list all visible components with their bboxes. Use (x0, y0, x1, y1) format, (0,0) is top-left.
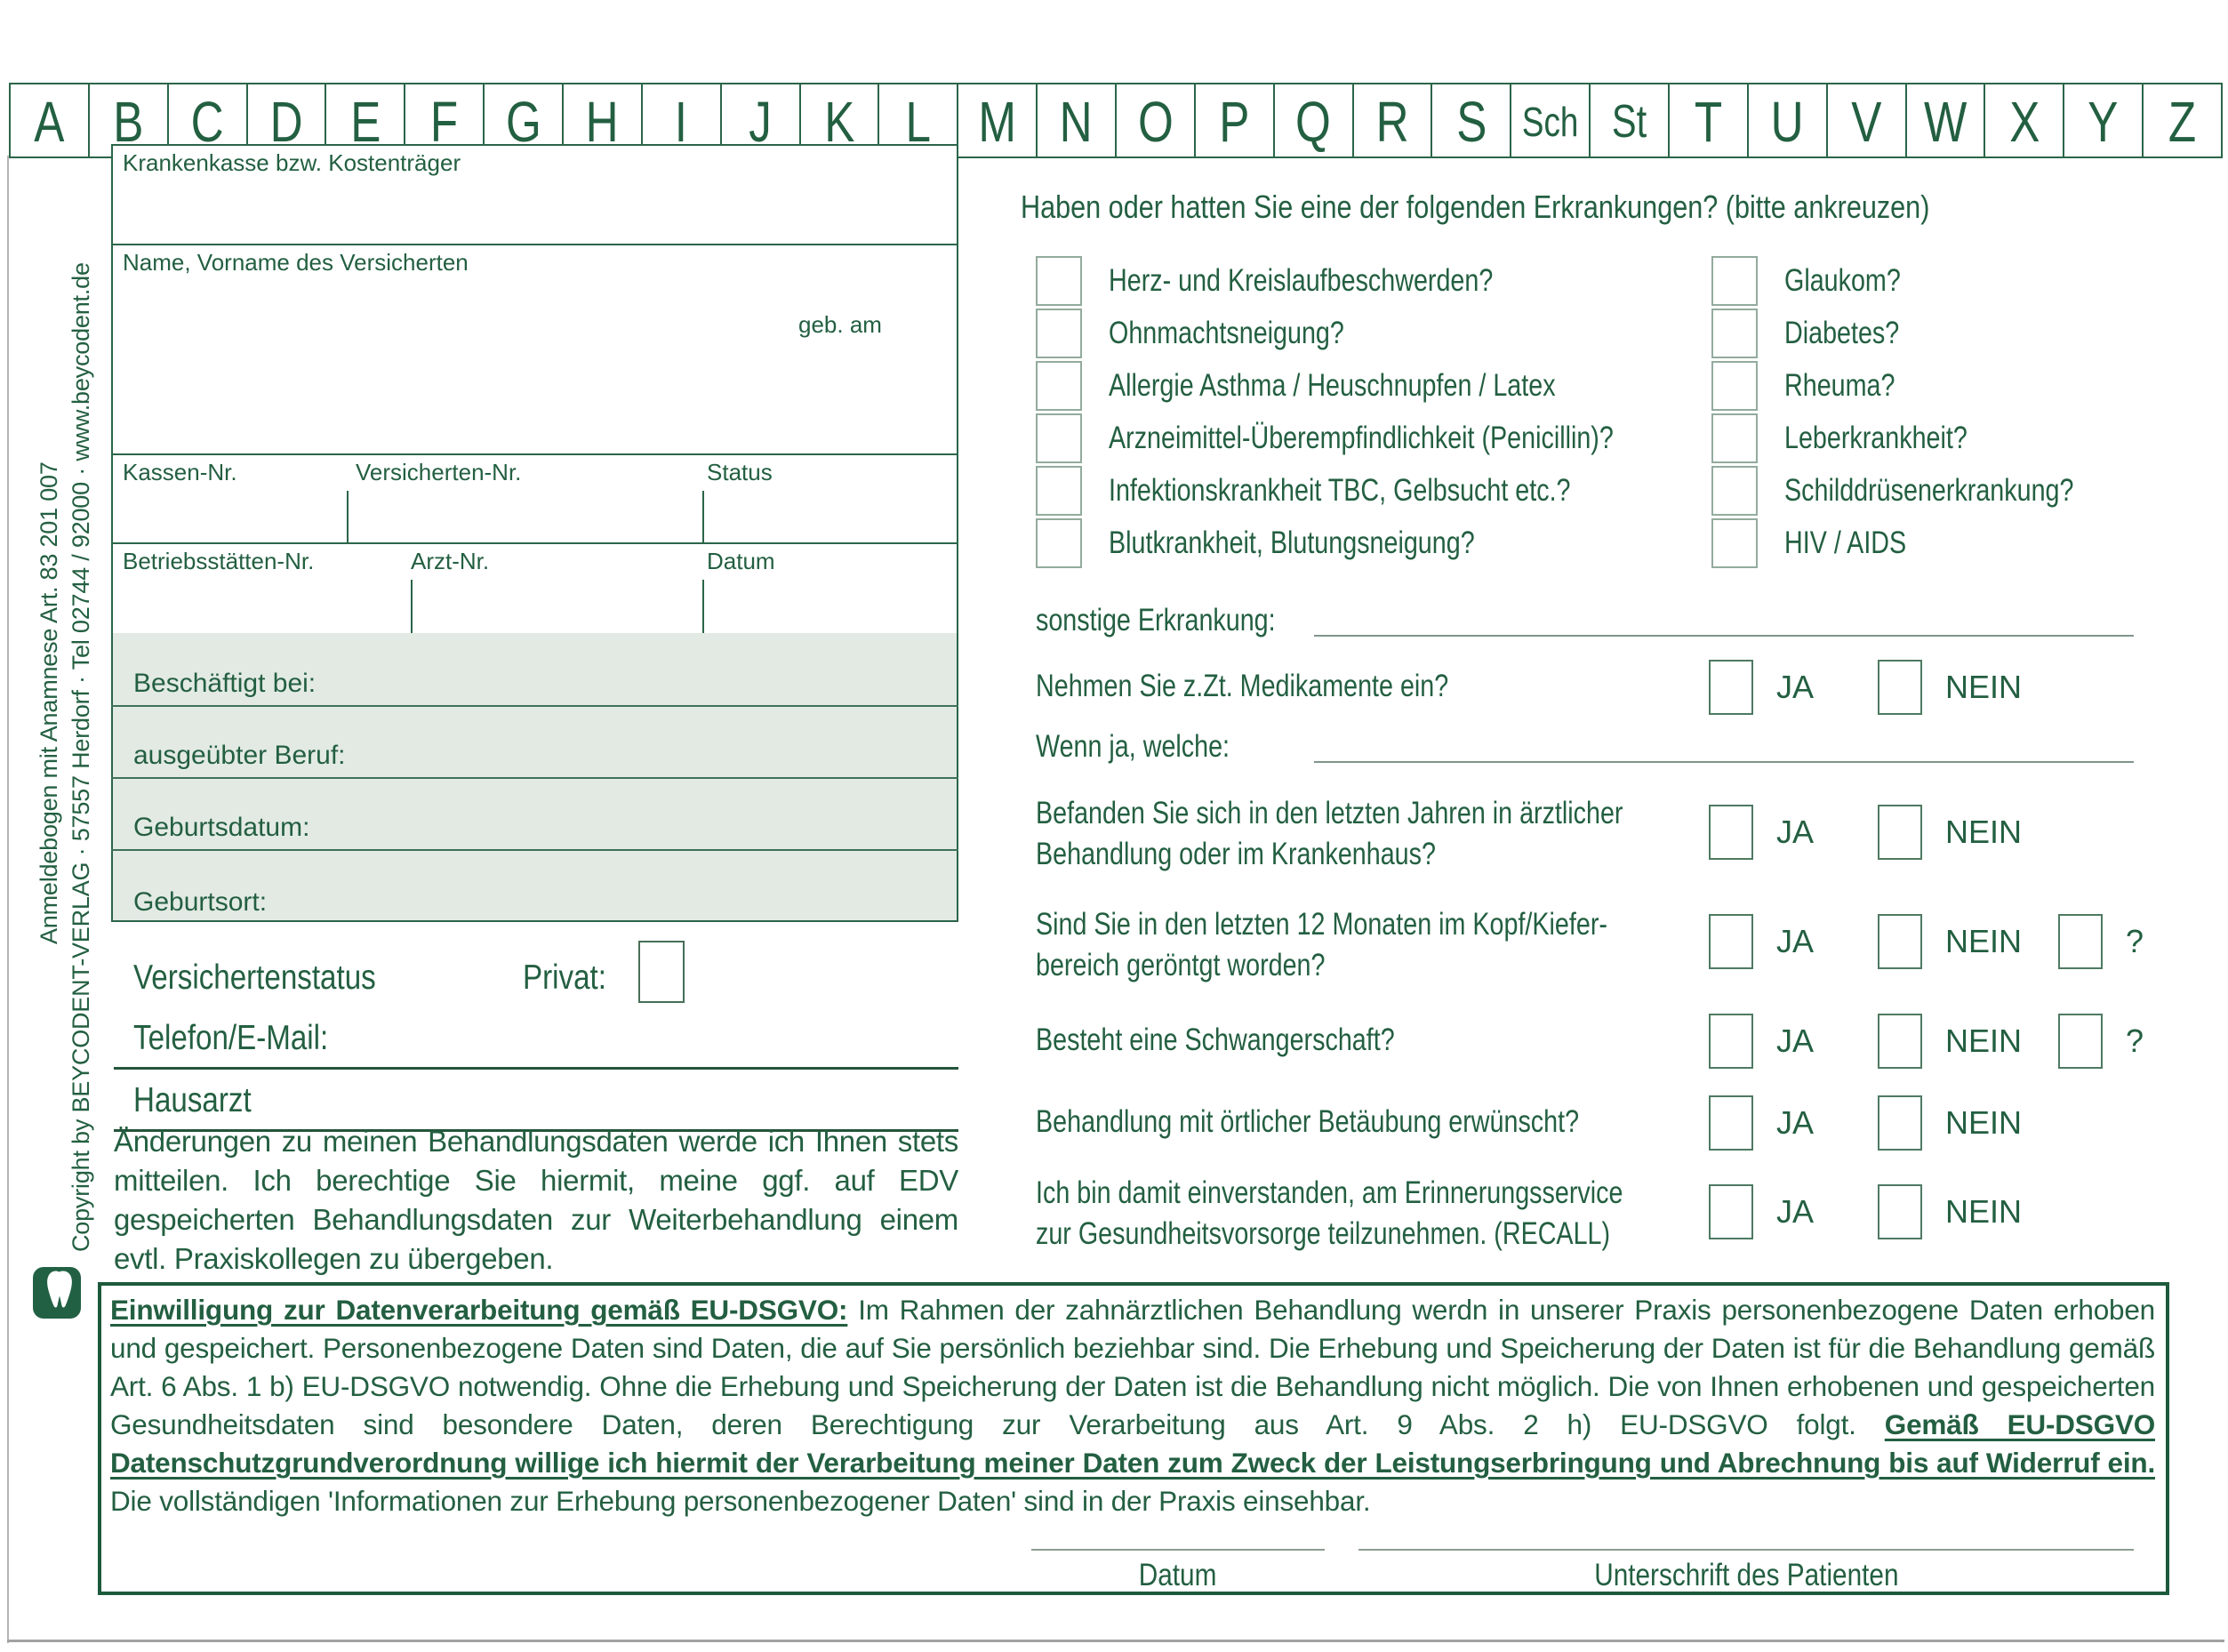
disease-label: Blutkrankheit, Blutungsneigung? (1109, 525, 1475, 560)
nein-label: NEIN (1945, 669, 2023, 705)
alphabet-tab-label: J (749, 89, 772, 154)
disease-label: Rheuma? (1784, 368, 1895, 403)
alphabet-tab-x[interactable] (1985, 84, 2064, 158)
alphabet-tab-label: R (1375, 89, 1409, 154)
alphabet-tab-label: X (2008, 89, 2040, 154)
disease-label: Ohnmachtsneigung? (1109, 316, 1344, 350)
ohnmachtsneigung-checkbox[interactable] (1036, 309, 1082, 358)
status-label: Status (707, 459, 773, 485)
behandlung-nein-checkbox[interactable] (1878, 805, 1922, 860)
alphabet-tab-label: M (978, 89, 1017, 154)
disease-label: Leberkrankheit? (1784, 421, 1968, 455)
alphabet-tab-label: L (905, 89, 932, 154)
page-edge-left (7, 156, 9, 1643)
alphabet-tab-u[interactable] (1749, 84, 1828, 158)
alphabet-tab-r[interactable] (1354, 84, 1433, 158)
privat-label: Privat: (523, 958, 606, 997)
alphabet-tab-sch[interactable] (1511, 84, 1591, 158)
alphabet-tab-label: I (675, 89, 688, 154)
behandlung-nein (1878, 805, 2022, 860)
disease-row-allergie (1036, 361, 1654, 411)
shaded-divider-2 (111, 777, 958, 779)
roentgen-unknown-checkbox[interactable] (2058, 914, 2103, 969)
alphabet-tab-y[interactable] (2064, 84, 2144, 158)
dsgvo-heading: Einwilligung zur Datenverarbeitung gemäß EU-DSGVO: (110, 1294, 848, 1326)
leberkrankheit-checkbox[interactable] (1711, 413, 1758, 463)
schwangerschaft-ja (1709, 1014, 1814, 1069)
unknown-label: ? (2126, 1022, 2144, 1059)
side-copyright: Copyright by BEYCODENT-VERLAG · 57557 Herdorf · Tel 02744 / 92000 · www.beycodent.de (68, 262, 94, 1252)
wenn-ja-input-line[interactable] (1314, 761, 2134, 763)
kassen-nr-label: Kassen-Nr. (123, 459, 237, 485)
alphabet-tab-label: T (1694, 89, 1723, 154)
arzt-nr-label: Arzt-Nr. (411, 548, 490, 574)
alphabet-tab-label: S (1455, 89, 1487, 154)
alphabet-bar-bottom-left (9, 156, 111, 158)
card-tick-1 (347, 491, 349, 542)
alphabet-tab-label: U (1770, 89, 1804, 154)
geb-am-label: geb. am (798, 311, 882, 338)
side-article-number: Anmeldebogen mit Anamnese Art. 83 201 007 (36, 461, 62, 944)
hausarzt-label: Hausarzt (133, 1081, 252, 1119)
recall-nein (1878, 1184, 2022, 1239)
beycodent-tooth-logo-icon (32, 1266, 82, 1319)
roentgen-nein-checkbox[interactable] (1878, 914, 1922, 969)
alphabet-tab-label: V (1851, 89, 1882, 154)
datum-signature-line[interactable] (1031, 1549, 1325, 1551)
disease-row-hiv (1711, 518, 1933, 568)
medikamente-nein-checkbox[interactable] (1878, 660, 1922, 715)
disease-label: Herz- und Kreislaufbeschwerden? (1109, 263, 1494, 298)
unterschrift-signature-label: Unterschrift des Patienten (1593, 1558, 1899, 1592)
ja-label: JA (1776, 923, 1815, 959)
recall-nein-checkbox[interactable] (1878, 1184, 1922, 1239)
disease-label: Glaukom? (1784, 263, 1901, 298)
schwangerschaft-unknown (2058, 1014, 2144, 1069)
alphabet-tab-q[interactable] (1275, 84, 1354, 158)
alphabet-tab-label: St (1611, 95, 1647, 148)
disease-label: Diabetes? (1784, 316, 1900, 350)
betaeubung-nein (1878, 1095, 2022, 1151)
alphabet-tab-m[interactable] (958, 84, 1038, 158)
roentgen-question-line1: Sind Sie in den letzten 12 Monaten im Kopf/Kiefer- (1036, 907, 1607, 942)
nein-label: NEIN (1945, 1022, 2023, 1059)
alphabet-tab-label: G (505, 89, 541, 154)
herz-kreislauf-checkbox[interactable] (1036, 256, 1082, 306)
hiv-aids-checkbox[interactable] (1711, 518, 1758, 568)
disease-row-arzneimittel (1036, 413, 1724, 463)
alphabet-tab-st[interactable] (1591, 84, 1670, 158)
ausgeuebter-beruf-label: ausgeübter Beruf: (133, 741, 346, 770)
ja-label: JA (1776, 1022, 1815, 1059)
alphabet-tab-label: E (349, 89, 381, 154)
behandlung-question-line1: Befanden Sie sich in den letzten Jahren in ärztlicher (1036, 796, 1623, 830)
roentgen-question-line2: bereich geröntgt worden? (1036, 948, 1326, 982)
versichertenstatus-label: Versichertenstatus (133, 958, 376, 997)
behandlungsdaten-note: Änderungen zu meinen Behandlungsdaten werde ich Ihnen stets mitteilen. Ich berechtige Sie hiermit, meine ggf. auf EDV gespeicherten Behandlungsdaten zur Weiterbehandlung einem evtl. Praxiskollegen zu übergeben. (114, 1125, 958, 1275)
alphabet-tab-a[interactable] (11, 84, 90, 158)
alphabet-tab-t[interactable] (1670, 84, 1749, 158)
alphabet-tab-o[interactable] (1117, 84, 1196, 158)
alphabet-tab-label: K (823, 89, 855, 154)
alphabet-tab-label: H (585, 89, 619, 154)
sonstige-erkrankung-input-line[interactable] (1314, 635, 2134, 637)
disease-row-schilddruese (1711, 466, 2137, 516)
alphabet-tab-label: W (1923, 89, 1968, 154)
alphabet-tab-z[interactable] (2144, 84, 2221, 158)
infektionskrankheit-checkbox[interactable] (1036, 466, 1082, 516)
roentgen-unknown (2058, 914, 2144, 969)
card-tick-4 (702, 580, 704, 633)
alphabet-tab-label: D (269, 89, 303, 154)
geburtsdatum-label: Geburtsdatum: (133, 813, 310, 842)
alphabet-tab-label: A (34, 89, 65, 154)
alphabet-tab-p[interactable] (1196, 84, 1275, 158)
card-divider-1 (111, 244, 958, 245)
disease-row-herz (1036, 256, 1577, 306)
shaded-divider-3 (111, 849, 958, 851)
shaded-divider-1 (111, 705, 958, 707)
wenn-ja-label: Wenn ja, welche: (1036, 729, 1230, 764)
medikamente-question: Nehmen Sie z.Zt. Medikamente ein? (1036, 669, 1449, 703)
allergie-checkbox[interactable] (1036, 361, 1082, 411)
disease-row-diabetes (1711, 309, 1925, 358)
betaeubung-ja-checkbox[interactable] (1709, 1095, 1753, 1151)
schilddruese-checkbox[interactable] (1711, 466, 1758, 516)
betriebsstaetten-nr-label: Betriebsstätten-Nr. (123, 548, 315, 574)
recall-ja (1709, 1184, 1814, 1239)
dsgvo-consent-text (110, 1291, 2155, 1520)
medikamente-ja (1709, 660, 1814, 715)
privat-checkbox[interactable] (638, 941, 685, 1003)
alphabet-tab-label: Z (2168, 89, 2197, 154)
card-divider-3 (111, 542, 958, 544)
page-edge-bottom (7, 1640, 2224, 1642)
recall-ja-checkbox[interactable] (1709, 1184, 1753, 1239)
nein-label: NEIN (1945, 1104, 2023, 1141)
disease-label: Arzneimittel-Überempfindlichkeit (Penicillin)? (1109, 421, 1614, 455)
alphabet-tab-w[interactable] (1907, 84, 1986, 158)
beschaeftigt-bei-label: Beschäftigt bei: (133, 669, 317, 698)
alphabet-tab-label: Sch (1522, 98, 1579, 145)
card-tick-3 (411, 580, 413, 633)
disease-row-rheuma (1711, 361, 1919, 411)
roentgen-nein (1878, 914, 2022, 969)
diabetes-checkbox[interactable] (1711, 309, 1758, 358)
dsgvo-bold-2: Gemäß EU-DSGVO Datenschutzgrundverordnung willige ich hiermit der Verarbeitung meiner Daten zum Zweck der Leistungserbringung und Abrechnung bis auf Widerruf ein. (110, 1408, 2156, 1479)
alphabet-tab-label: P (1219, 89, 1250, 154)
versicherten-nr-label: Versicherten-Nr. (356, 459, 522, 485)
schwangerschaft-nein (1878, 1014, 2022, 1069)
dsgvo-text-2: Die vollständigen 'Informationen zur Erhebung personenbezogener Daten' sind in der Praxis einsehbar. (110, 1485, 1371, 1517)
rheuma-checkbox[interactable] (1711, 361, 1758, 411)
disease-label: HIV / AIDS (1784, 525, 1907, 560)
medikamente-ja-checkbox[interactable] (1709, 660, 1753, 715)
betaeubung-ja (1709, 1095, 1814, 1151)
telefon-email-label: Telefon/E-Mail: (133, 1019, 329, 1057)
datum-field-label: Datum (707, 548, 775, 574)
medikamente-nein (1878, 660, 2022, 715)
ja-label: JA (1776, 1193, 1815, 1230)
behandlung-question-line2: Behandlung oder im Krankenhaus? (1036, 837, 1436, 871)
ja-label: JA (1776, 1104, 1815, 1141)
recall-question-line1: Ich bin damit einverstanden, am Erinnerungsservice (1036, 1175, 1623, 1210)
behandlung-ja-checkbox[interactable] (1709, 805, 1753, 860)
disease-label: Schilddrüsenerkrankung? (1784, 473, 2074, 508)
betaeubung-question: Behandlung mit örtlicher Betäubung erwünscht? (1036, 1104, 1580, 1139)
unknown-label: ? (2126, 923, 2144, 959)
glaukom-checkbox[interactable] (1711, 256, 1758, 306)
roentgen-ja (1709, 914, 1814, 969)
betaeubung-nein-checkbox[interactable] (1878, 1095, 1922, 1151)
disease-row-blut (1036, 518, 1555, 568)
schwangerschaft-question: Besteht eine Schwangerschaft? (1036, 1022, 1395, 1057)
datum-signature-label: Datum (1139, 1558, 1217, 1592)
geburtsort-label: Geburtsort: (133, 887, 268, 917)
disease-row-ohnmacht (1036, 309, 1396, 358)
alphabet-tab-s[interactable] (1432, 84, 1511, 158)
nein-label: NEIN (1945, 1193, 2023, 1230)
alphabet-tab-label: O (1137, 89, 1174, 154)
questionnaire-title: Haben oder hatten Sie eine der folgenden Erkrankungen? (bitte ankreuzen) (1021, 188, 1930, 225)
arzneimittel-checkbox[interactable] (1036, 413, 1082, 463)
card-divider-2 (111, 453, 958, 455)
alphabet-tab-v[interactable] (1828, 84, 1907, 158)
nein-label: NEIN (1945, 814, 2023, 850)
schwangerschaft-unknown-checkbox[interactable] (2058, 1014, 2103, 1069)
alphabet-tab-label: Q (1295, 89, 1332, 154)
dsgvo-text-1: Im Rahmen der zahnärztlichen Behandlung werdn in unserer Praxis personenbezogene Daten erhoben und gespeichert. Personenbezogene Daten sind Daten, die auf Sie persönlich beziehbar sind. Die Erhebung und Speicherung der Daten ist für die Behandlung gemäß Art. 6 Abs. 1 b) EU-DSGVO notwendig. Ohne die Erhebung und Speicherung der Daten ist die Behandlung nicht möglich. Die von Ihnen erhobenen und gespeicherten Gesundheitsdaten sind besondere Daten, deren Berechtigung zur Verarbeitung aus Art. 9 Abs. 2 h) EU-DSGVO folgt. (110, 1294, 2155, 1440)
name-vorname-label: Name, Vorname des Versicherten (123, 249, 469, 276)
disease-row-glaukom (1711, 256, 1927, 306)
schwangerschaft-nein-checkbox[interactable] (1878, 1014, 1922, 1069)
telefon-email-input-line[interactable] (114, 1067, 958, 1070)
disease-label: Allergie Asthma / Heuschnupfen / Latex (1109, 368, 1556, 403)
sonstige-erkrankung-label: sonstige Erkrankung: (1036, 603, 1276, 638)
schwangerschaft-ja-checkbox[interactable] (1709, 1014, 1753, 1069)
disease-label: Infektionskrankheit TBC, Gelbsucht etc.? (1109, 473, 1571, 508)
card-tick-2 (702, 491, 704, 542)
behandlung-ja (1709, 805, 1814, 860)
alphabet-tab-label: B (113, 89, 144, 154)
alphabet-tab-label: F (430, 89, 459, 154)
ja-label: JA (1776, 814, 1815, 850)
roentgen-ja-checkbox[interactable] (1709, 914, 1753, 969)
alphabet-bar-bottom-right (958, 156, 2223, 158)
alphabet-tab-label: Y (2088, 89, 2119, 154)
disease-row-infektion (1036, 466, 1672, 516)
krankenkasse-label: Krankenkasse bzw. Kostenträger (123, 149, 461, 176)
disease-row-leber (1711, 413, 2008, 463)
blutkrankheit-checkbox[interactable] (1036, 518, 1082, 568)
nein-label: NEIN (1945, 923, 2023, 959)
alphabet-tab-n[interactable] (1038, 84, 1117, 158)
alphabet-tab-label: C (190, 89, 224, 154)
ja-label: JA (1776, 669, 1815, 705)
unterschrift-signature-line[interactable] (1358, 1549, 2134, 1551)
alphabet-tab-label: N (1060, 89, 1094, 154)
recall-question-line2: zur Gesundheitsvorsorge teilzunehmen. (RECALL) (1036, 1216, 1611, 1251)
